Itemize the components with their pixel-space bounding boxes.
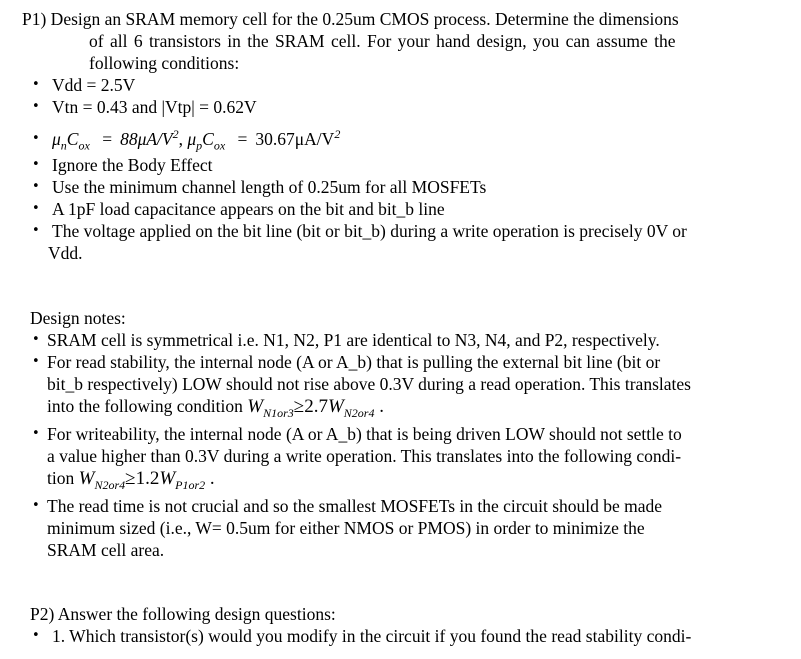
c-symbol: C [202, 129, 214, 149]
note-read-stability [26, 351, 786, 418]
condition-vt [26, 96, 786, 118]
condition-load-text: A 1pF load capacitance appears on the bit and bit_b line [52, 199, 445, 219]
subscript-n2or4: N2or4 [94, 477, 126, 492]
note-symmetry [26, 329, 786, 351]
p1-line-3: following conditions: [89, 53, 240, 73]
comma: , [178, 129, 183, 149]
superscript-2: 2 [172, 127, 179, 142]
mobility-equation [52, 127, 341, 153]
ge-symbol: ≥ [125, 468, 136, 489]
mu-symbol: μ [187, 129, 197, 149]
condition-voltage [26, 220, 786, 264]
w-symbol: W [78, 468, 95, 489]
note-read-time [26, 495, 786, 561]
condition-voltage-line-2: Vdd. [48, 243, 83, 263]
note-read-line-3: into the following condition [47, 396, 243, 416]
bullet-icon: • [32, 179, 40, 194]
note-symmetry-text: SRAM cell is symmetrical i.e. N1, N2, P1 are identical to N3, N4, and P2, respectively. [47, 330, 660, 350]
mu-symbol: μ [52, 129, 61, 149]
note-writeability [26, 423, 786, 490]
bullet-icon: • [32, 498, 40, 513]
condition-vdd [26, 74, 786, 96]
subscript-ox: ox [213, 138, 226, 153]
bullet-icon: • [32, 332, 40, 347]
condition-body-text: Ignore the Body Effect [52, 155, 213, 175]
condition-length [26, 176, 786, 198]
period: . [379, 396, 384, 417]
subscript-n1or3: N1or3 [263, 405, 294, 420]
condition-voltage-line-1: The voltage applied on the bit line (bit or bit_b) during a write operation is precisely 0V or [52, 221, 687, 241]
note-write-line-3: tion [47, 468, 75, 488]
design-notes-title: Design notes: [30, 308, 126, 328]
note-write-line-1: For writeability, the internal node (A or A_b) that is being driven LOW should not settle to [47, 424, 682, 444]
w-symbol: W [247, 396, 264, 417]
mobility-n-value: 88μA/V [120, 129, 173, 149]
note-read-line-1: For read stability, the internal node (A or A_b) that is pulling the external bit line (bit or [47, 352, 661, 372]
w-symbol: W [159, 468, 176, 489]
c-symbol: C [66, 129, 79, 149]
bullet-icon: • [32, 426, 40, 441]
bullet-icon: • [32, 77, 40, 92]
note-write-line-2: a value higher than 0.3V during a write operation. This translates into the following condi- [47, 446, 682, 466]
subscript-p: p [196, 138, 203, 153]
read-condition-equation [247, 396, 384, 420]
bullet-icon: • [32, 201, 40, 216]
bullet-icon: • [32, 157, 40, 172]
ratio-value: 1.2 [135, 468, 160, 489]
condition-body [26, 154, 786, 176]
subscript-p1or2: P1or2 [175, 477, 206, 492]
equals-sign: = [102, 129, 113, 149]
ge-symbol: ≥ [293, 396, 305, 417]
bullet-icon: • [32, 99, 40, 114]
p1-line-1: P1) Design an SRAM memory cell for the 0.25um CMOS process. Determine the dimensions [22, 9, 679, 29]
period: . [209, 468, 215, 489]
subscript-ox: ox [78, 138, 90, 153]
bullet-icon: • [32, 354, 40, 369]
p2-title: P2) Answer the following design questions: [30, 604, 336, 624]
condition-vt-text: Vtn = 0.43 and |Vtp| = 0.62V [52, 97, 257, 117]
condition-load [26, 198, 786, 220]
subscript-n: n [60, 138, 67, 153]
subscript-n2or4: N2or4 [343, 405, 375, 420]
ratio-value: 2.7 [304, 396, 328, 417]
p2-question-1-text: 1. Which transistor(s) would you modify in the circuit if you found the read stability condi- [52, 626, 692, 646]
condition-vdd-text: Vdd = 2.5V [52, 75, 136, 95]
condition-mobility [26, 118, 786, 154]
condition-length-text: Use the minimum channel length of 0.25um for all MOSFETs [52, 177, 487, 197]
equals-sign: = [237, 129, 248, 149]
p1-line-2: of all 6 transistors in the SRAM cell. For your hand design, you can assume the [89, 31, 676, 51]
p2-questions-list [26, 625, 786, 647]
p2-question-1 [26, 625, 786, 647]
note-read-line-2: bit_b respectively) LOW should not rise above 0.3V during a read operation. This translates [47, 374, 691, 394]
note-time-line-2: minimum sized (i.e., W= 0.5um for either NMOS or PMOS) in order to minimize the [47, 518, 645, 538]
mobility-p-value: 30.67μA/V [255, 129, 335, 149]
bullet-icon: • [32, 628, 40, 643]
note-time-line-3: SRAM cell area. [47, 540, 165, 560]
bullet-icon: • [32, 131, 40, 146]
note-time-line-1: The read time is not crucial and so the smallest MOSFETs in the circuit should be made [47, 496, 663, 516]
superscript-2: 2 [334, 127, 341, 142]
design-notes-list [26, 329, 786, 566]
write-condition-equation [78, 468, 215, 492]
bullet-icon: • [32, 223, 40, 238]
p1-paragraph [22, 8, 784, 74]
conditions-list [26, 74, 786, 264]
w-symbol: W [327, 396, 344, 417]
